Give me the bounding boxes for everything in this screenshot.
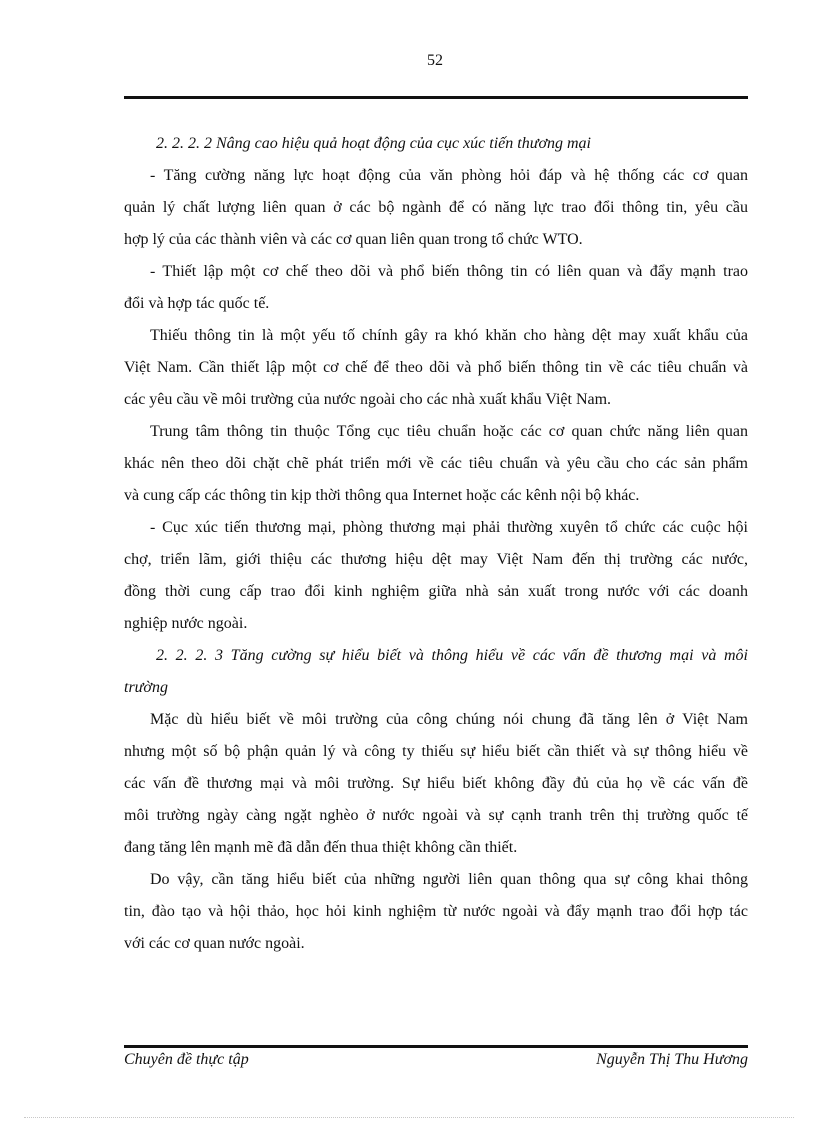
- paragraph-line: Việt Nam. Cần thiết lập một cơ chế để theo dõi và phổ biến thông tin về các tiêu chuẩn và: [124, 359, 748, 376]
- paragraph-line: Do vậy, cần tăng hiểu biết của những người liên quan thông qua sự công khai thông: [150, 871, 748, 888]
- paragraph-line: và cung cấp các thông tin kịp thời thông qua Internet hoặc các kênh nội bộ khác.: [124, 487, 640, 504]
- document-body: [124, 128, 748, 960]
- paragraph: [124, 416, 748, 512]
- paragraph-line: các yêu cầu về môi trường của nước ngoài cho các nhà xuất khẩu Việt Nam.: [124, 391, 612, 408]
- header-rule: [124, 96, 748, 99]
- paragraph-line: môi trường ngày càng ngặt nghèo ở nước ngoài và sự cạnh tranh trên thị trường quốc tế: [124, 807, 748, 824]
- paragraph-line: Trung tâm thông tin thuộc Tổng cục tiêu chuẩn hoặc các cơ quan chức năng liên quan: [150, 423, 748, 440]
- page-bottom-edge: [24, 1117, 794, 1118]
- paragraph: [124, 256, 748, 320]
- paragraph-line: - Tăng cường năng lực hoạt động của văn phòng hỏi đáp và hệ thống các cơ quan: [150, 167, 748, 184]
- paragraph-line: nghiệp nước ngoài.: [124, 615, 248, 632]
- paragraph-line: chợ, triển lãm, giới thiệu các thương hiệu dệt may Việt Nam đến thị trường các nước,: [124, 551, 748, 568]
- footer-left-text: Chuyên đề thực tập: [124, 1051, 249, 1068]
- paragraph-line: quản lý chất lượng liên quan ở các bộ ngành để có năng lực trao đổi thông tin, yêu cầu: [124, 199, 748, 216]
- section-heading: trường: [124, 679, 168, 696]
- paragraph: [124, 320, 748, 416]
- paragraph: [124, 160, 748, 256]
- footer-rule: [124, 1045, 748, 1048]
- page-number: 52: [427, 52, 443, 69]
- paragraph-line: đổi và hợp tác quốc tế.: [124, 295, 270, 312]
- paragraph-line: - Cục xúc tiến thương mại, phòng thương mại phải thường xuyên tổ chức các cuộc hội: [150, 519, 748, 536]
- paragraph-line: Mặc dù hiểu biết về môi trường của công chúng nói chung đã tăng lên ở Việt Nam: [150, 711, 748, 728]
- paragraph-line: khác nên theo dõi chặt chẽ phát triển mới về các tiêu chuẩn và yêu cầu cho các sản phẩm: [124, 455, 748, 472]
- paragraph-line: nhưng một số bộ phận quản lý và công ty thiếu sự hiểu biết cần thiết và sự thông hiểu về: [124, 743, 748, 760]
- paragraph-line: đang tăng lên mạnh mẽ đã dẫn đến thua thiệt không cần thiết.: [124, 839, 518, 856]
- section-heading: 2. 2. 2. 2 Nâng cao hiệu quả hoạt động của cục xúc tiến thương mại: [156, 135, 591, 152]
- paragraph-line: hợp lý của các thành viên và các cơ quan liên quan trong tổ chức WTO.: [124, 231, 583, 248]
- section-heading: 2. 2. 2. 3 Tăng cường sự hiểu biết và thông hiểu về các vấn đề thương mại và môi: [156, 647, 748, 664]
- paragraph-line: - Thiết lập một cơ chế theo dõi và phổ biến thông tin có liên quan và đẩy mạnh trao: [150, 263, 748, 280]
- paragraph-line: Thiếu thông tin là một yếu tố chính gây ra khó khăn cho hàng dệt may xuất khẩu của: [150, 327, 748, 344]
- footer-right-text: Nguyễn Thị Thu Hương: [596, 1051, 748, 1068]
- paragraph-line: với các cơ quan nước ngoài.: [124, 935, 305, 952]
- paragraph: [124, 864, 748, 960]
- paragraph-line: các vấn đề thương mại và môi trường. Sự hiểu biết không đầy đủ của họ về các vấn đề: [124, 775, 748, 792]
- paragraph-line: đồng thời cung cấp trao đổi kinh nghiệm giữa nhà sản xuất trong nước với các doanh: [124, 583, 748, 600]
- paragraph-line: tin, đào tạo và hội thảo, học hỏi kinh nghiệm từ nước ngoài và đẩy mạnh trao đổi hợp tác: [124, 903, 748, 920]
- paragraph: [124, 704, 748, 864]
- paragraph: [124, 512, 748, 640]
